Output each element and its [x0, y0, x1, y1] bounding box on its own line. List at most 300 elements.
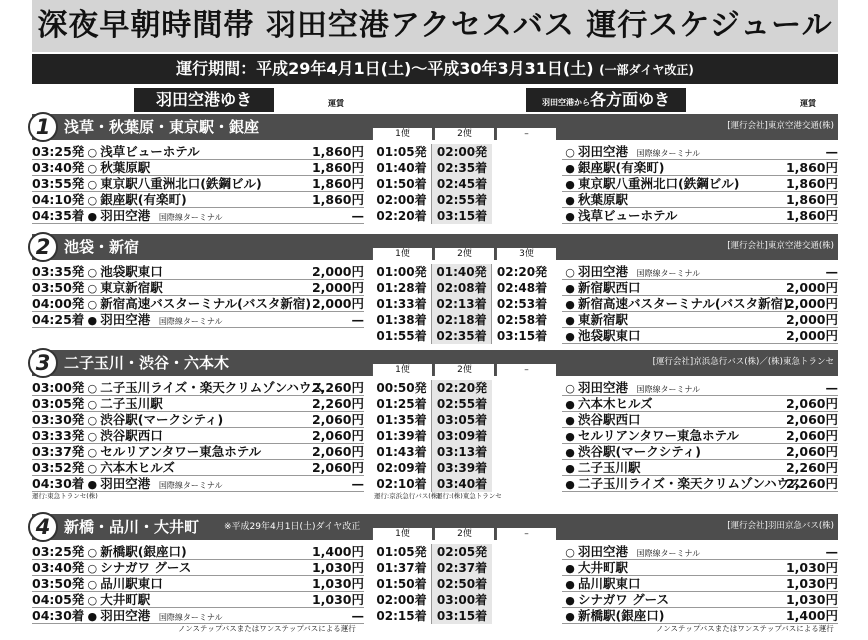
- fare-value: 1,030円: [311, 576, 364, 591]
- stop-name: 渋谷駅西口: [578, 412, 641, 427]
- stop-name: 東新宿駅: [578, 312, 629, 327]
- from-haneda-header: [526, 88, 686, 112]
- route-name: 二子玉川・渋谷・六本木: [64, 354, 230, 372]
- time-cell: 02:20発: [492, 264, 552, 280]
- stop-marker-icon: ●: [565, 478, 575, 491]
- fare-value: 2,260円: [311, 380, 364, 395]
- time-cell: 02:48着: [492, 280, 552, 296]
- time-row: [372, 476, 554, 492]
- stop-name: 新宿高速バスターミナル(バスタ新宿): [100, 296, 312, 311]
- fare-value: 2,260円: [785, 460, 838, 475]
- fare-value: 2,000円: [785, 280, 838, 295]
- time-cell: 01:33着: [372, 296, 432, 312]
- stop-name: 池袋駅東口: [100, 264, 163, 279]
- right-stop-row: [562, 560, 838, 576]
- left-stop-row: [32, 296, 364, 312]
- right-stop-row: [562, 396, 838, 412]
- nonstop-note: ノンステップバスまたはワンステップバスによる運行: [656, 624, 834, 633]
- terminal-label: 国際線ターミナル: [156, 481, 223, 490]
- time-cell: 03:13着: [432, 444, 492, 460]
- time-cell: 03:09着: [432, 428, 492, 444]
- stop-marker-icon: ○: [87, 382, 98, 395]
- left-stop-row: [32, 312, 364, 328]
- right-stop-row: [562, 176, 838, 192]
- stop-name: 大井町駅: [100, 592, 151, 607]
- fare-value: 2,000円: [311, 280, 364, 295]
- departure-time: 03:05発: [32, 396, 85, 411]
- time-cell: 02:50着: [432, 576, 492, 592]
- bus-number-header: –: [496, 128, 556, 140]
- right-stop-row: [562, 428, 838, 444]
- bus-number-header: 2便: [434, 248, 494, 260]
- fare-value: 1,030円: [785, 592, 838, 607]
- time-cell: 02:55着: [432, 192, 492, 208]
- nonstop-note: ノンステップバスまたはワンステップバスによる運行: [178, 624, 356, 633]
- time-cell: 02:35着: [432, 328, 492, 344]
- stop-name: 二子玉川ライズ・楽天クリムゾンハウス: [578, 476, 802, 491]
- stop-name: 羽田空港: [578, 544, 629, 559]
- operator-sub-note: 運行:東急トランセ(株): [32, 492, 98, 500]
- bus-number-header: 3便: [496, 248, 556, 260]
- departure-time: 04:35着: [32, 208, 85, 223]
- left-stop-row: [32, 264, 364, 280]
- time-cell: 02:00発: [432, 144, 492, 160]
- stop-marker-icon: ●: [565, 210, 575, 223]
- stop-name: 二子玉川駅: [578, 460, 641, 475]
- stop-name: 新宿駅西口: [578, 280, 641, 295]
- route-number-badge: 1: [28, 112, 58, 142]
- time-row: [372, 264, 554, 280]
- left-stop-row: [32, 444, 364, 460]
- stop-name: 浅草ビューホテル: [100, 144, 200, 159]
- fare-value: 2,060円: [311, 428, 364, 443]
- time-cell: 02:00着: [372, 592, 432, 608]
- left-stop-row: [32, 608, 364, 624]
- fare-value: —: [825, 380, 838, 395]
- time-cell: 01:25着: [372, 396, 432, 412]
- terminal-label: 国際線ターミナル: [156, 613, 223, 622]
- stop-name: シナガワ グース: [100, 560, 192, 575]
- stop-marker-icon: ○: [87, 594, 98, 607]
- time-row: [372, 176, 554, 192]
- route-name: 新橋・品川・大井町: [64, 518, 200, 536]
- right-stop-row: [562, 380, 838, 396]
- fare-value: —: [825, 264, 838, 279]
- operator-sub-note: 運行:京浜急行バス(株): [374, 492, 440, 500]
- section-header: [32, 514, 838, 540]
- time-row: [372, 144, 554, 160]
- time-cell: 01:40着: [372, 160, 432, 176]
- bus-number-header: 2便: [434, 528, 494, 540]
- departure-time: 03:52発: [32, 460, 85, 475]
- time-cell: 03:39着: [432, 460, 492, 476]
- stop-name: 二子玉川駅: [100, 396, 163, 411]
- stop-name: 羽田空港: [100, 312, 151, 327]
- time-row: [372, 576, 554, 592]
- stop-marker-icon: ●: [565, 330, 575, 343]
- stop-name: 浅草ビューホテル: [578, 208, 678, 223]
- time-cell: 01:35着: [372, 412, 432, 428]
- section-header: [32, 114, 838, 140]
- section-header: [32, 234, 838, 260]
- stop-name: 羽田空港: [100, 608, 151, 623]
- route-name: 浅草・秋葉原・東京駅・銀座: [64, 118, 260, 136]
- departure-time: 03:00発: [32, 380, 85, 395]
- fare-value: 1,030円: [311, 560, 364, 575]
- route-number-badge: 2: [28, 232, 58, 262]
- revision-note: ※平成29年4月1日(土)ダイヤ改正: [224, 522, 361, 532]
- time-cell: 02:18着: [432, 312, 492, 328]
- departure-time: 04:25着: [32, 312, 85, 327]
- departure-time: 03:30発: [32, 412, 85, 427]
- fare-value: 2,060円: [785, 428, 838, 443]
- fare-value: 1,860円: [785, 192, 838, 207]
- fare-value: 1,860円: [311, 176, 364, 191]
- right-stop-row: [562, 264, 838, 280]
- operation-period: [32, 54, 838, 84]
- time-cell: 02:35着: [432, 160, 492, 176]
- to-haneda-header: 羽田空港ゆき: [134, 88, 274, 112]
- departure-time: 03:50発: [32, 576, 85, 591]
- stop-marker-icon: ○: [87, 546, 98, 559]
- fare-value: 1,400円: [785, 608, 838, 623]
- stop-marker-icon: ●: [565, 578, 575, 591]
- fare-value: —: [825, 544, 838, 559]
- stop-name: 東京駅八重洲北口(鉄鋼ビル): [100, 176, 262, 191]
- departure-time: 03:25発: [32, 144, 85, 159]
- stop-name: 羽田空港: [578, 144, 629, 159]
- terminal-label: 国際線ターミナル: [634, 269, 701, 278]
- from-haneda-label: 各方面ゆき: [589, 90, 670, 109]
- left-stop-row: [32, 144, 364, 160]
- time-cell: 01:43着: [372, 444, 432, 460]
- departure-time: 04:10発: [32, 192, 85, 207]
- fare-value: 2,060円: [311, 412, 364, 427]
- stop-name: 渋谷駅(マークシティ): [100, 412, 224, 427]
- bus-number-header: 1便: [372, 128, 432, 140]
- stop-marker-icon: ●: [565, 446, 575, 459]
- time-row: [372, 312, 554, 328]
- fare-value: 2,060円: [785, 412, 838, 427]
- stop-name: 新橋駅(銀座口): [100, 544, 187, 559]
- fare-value: 1,860円: [311, 160, 364, 175]
- fare-value: 1,030円: [311, 592, 364, 607]
- stop-marker-icon: ●: [87, 314, 98, 327]
- stop-name: 新宿高速バスターミナル(バスタ新宿): [578, 296, 789, 311]
- fare-value: 2,260円: [311, 396, 364, 411]
- departure-time: 04:30着: [32, 608, 85, 623]
- bus-number-header: 1便: [372, 364, 432, 376]
- terminal-label: 国際線ターミナル: [634, 149, 701, 158]
- departure-time: 03:37発: [32, 444, 85, 459]
- stop-marker-icon: ○: [87, 298, 98, 311]
- departure-time: 04:00発: [32, 296, 85, 311]
- fare-value: 1,860円: [311, 192, 364, 207]
- fare-label-left: 運賃: [328, 99, 344, 108]
- time-cell: 02:10着: [372, 476, 432, 492]
- departure-time: 03:40発: [32, 160, 85, 175]
- departure-time: 03:35発: [32, 264, 85, 279]
- time-row: [372, 560, 554, 576]
- time-cell: 03:15着: [432, 608, 492, 624]
- time-row: [372, 608, 554, 624]
- from-haneda-prefix: 羽田空港から: [541, 98, 590, 107]
- terminal-label: 国際線ターミナル: [156, 317, 223, 326]
- time-row: [372, 192, 554, 208]
- time-cell: 01:00発: [372, 264, 432, 280]
- time-cell: 02:45着: [432, 176, 492, 192]
- departure-time: 03:50発: [32, 280, 85, 295]
- time-row: [372, 328, 554, 344]
- left-stop-row: [32, 460, 364, 476]
- operator-sub-note: 運行:(株)東急トランセ: [436, 492, 502, 500]
- stop-marker-icon: ●: [565, 610, 575, 623]
- bus-number-header: 2便: [434, 364, 494, 376]
- stop-marker-icon: ●: [87, 610, 98, 623]
- time-cell: 01:05発: [372, 144, 432, 160]
- stop-name: 新橋駅(銀座口): [578, 608, 665, 623]
- stop-marker-icon: ○: [87, 578, 98, 591]
- right-stop-row: [562, 328, 838, 344]
- stop-marker-icon: ○: [87, 446, 98, 459]
- time-cell: 02:00着: [372, 192, 432, 208]
- left-stop-row: [32, 280, 364, 296]
- fare-value: 2,000円: [311, 264, 364, 279]
- left-stop-row: [32, 544, 364, 560]
- left-stop-row: [32, 428, 364, 444]
- fare-value: 1,860円: [311, 144, 364, 159]
- time-cell: 01:37着: [372, 560, 432, 576]
- stop-name: 品川駅東口: [578, 576, 641, 591]
- right-stop-row: [562, 412, 838, 428]
- right-stop-row: [562, 144, 838, 160]
- stop-marker-icon: ●: [565, 594, 575, 607]
- stop-marker-icon: ○: [87, 430, 98, 443]
- stop-marker-icon: ●: [565, 298, 575, 311]
- operator-label: [運行会社]羽田京急バス(株): [727, 521, 834, 531]
- time-cell: 01:40発: [432, 264, 492, 280]
- departure-time: 03:25発: [32, 544, 85, 559]
- bus-number-header: 1便: [372, 248, 432, 260]
- time-cell: 02:08着: [432, 280, 492, 296]
- fare-label-right: 運賃: [800, 99, 816, 108]
- time-row: [372, 428, 554, 444]
- fare-value: 1,030円: [785, 560, 838, 575]
- time-cell: 02:55着: [432, 396, 492, 412]
- stop-marker-icon: ●: [565, 282, 575, 295]
- fare-value: 1,030円: [785, 576, 838, 591]
- left-stop-row: [32, 396, 364, 412]
- time-cell: 03:40着: [432, 476, 492, 492]
- left-stop-row: [32, 176, 364, 192]
- time-cell: 02:37着: [432, 560, 492, 576]
- stop-name: セルリアンタワー東急ホテル: [100, 444, 262, 459]
- time-cell: 01:38着: [372, 312, 432, 328]
- right-stop-row: [562, 576, 838, 592]
- time-cell: 03:05着: [432, 412, 492, 428]
- left-stop-row: [32, 560, 364, 576]
- period-note: (一部ダイヤ改正): [599, 63, 694, 77]
- stop-marker-icon: ○: [87, 282, 98, 295]
- fare-value: 2,000円: [311, 296, 364, 311]
- fare-value: —: [351, 476, 364, 491]
- time-cell: 03:00着: [432, 592, 492, 608]
- fare-value: 2,260円: [785, 476, 838, 491]
- stop-marker-icon: ○: [565, 146, 575, 159]
- time-row: [372, 412, 554, 428]
- time-row: [372, 544, 554, 560]
- right-stop-row: [562, 208, 838, 224]
- time-cell: 02:05発: [432, 544, 492, 560]
- fare-value: —: [825, 144, 838, 159]
- stop-marker-icon: ●: [565, 462, 575, 475]
- fare-value: 2,060円: [311, 444, 364, 459]
- fare-value: 2,000円: [785, 296, 838, 311]
- time-cell: 03:15着: [432, 208, 492, 224]
- fare-value: 2,000円: [785, 312, 838, 327]
- fare-value: —: [351, 608, 364, 623]
- time-cell: 01:55着: [372, 328, 432, 344]
- right-stop-row: [562, 312, 838, 328]
- stop-marker-icon: ●: [565, 562, 575, 575]
- time-row: [372, 208, 554, 224]
- time-cell: 02:13着: [432, 296, 492, 312]
- stop-marker-icon: ●: [565, 162, 575, 175]
- operator-label: [運行会社]東京空港交通(株): [727, 121, 834, 131]
- stop-marker-icon: ○: [565, 546, 575, 559]
- time-row: [372, 160, 554, 176]
- stop-marker-icon: ○: [87, 162, 98, 175]
- stop-name: セルリアンタワー東急ホテル: [578, 428, 739, 443]
- stop-name: 秋葉原駅: [578, 192, 629, 207]
- stop-marker-icon: ●: [565, 430, 575, 443]
- stop-marker-icon: ●: [565, 194, 575, 207]
- route-number-badge: 3: [28, 348, 58, 378]
- time-cell: 02:09着: [372, 460, 432, 476]
- stop-marker-icon: ○: [87, 462, 98, 475]
- fare-value: —: [351, 312, 364, 327]
- operator-label: [運行会社]京浜急行バス(株)／(株)東急トランセ: [652, 357, 834, 367]
- time-cell: 00:50発: [372, 380, 432, 396]
- stop-name: 池袋駅東口: [578, 328, 641, 343]
- time-cell: 02:58着: [492, 312, 552, 328]
- stop-name: 品川駅東口: [100, 576, 163, 591]
- fare-value: 1,860円: [785, 176, 838, 191]
- stop-marker-icon: ○: [87, 146, 98, 159]
- stop-name: 銀座駅(有楽町): [578, 160, 665, 175]
- time-cell: 03:15着: [492, 328, 552, 344]
- stop-name: 六本木ヒルズ: [578, 396, 653, 411]
- stop-marker-icon: ○: [87, 178, 98, 191]
- stop-marker-icon: ○: [87, 562, 98, 575]
- departure-time: 04:30着: [32, 476, 85, 491]
- right-stop-row: [562, 192, 838, 208]
- stop-name: 羽田空港: [578, 380, 629, 395]
- stop-name: 羽田空港: [100, 208, 151, 223]
- stop-marker-icon: ○: [565, 266, 575, 279]
- right-stop-row: [562, 544, 838, 560]
- time-cell: 01:39着: [372, 428, 432, 444]
- page-title: 深夜早朝時間帯 羽田空港アクセスバス 運行スケジュール: [32, 0, 838, 52]
- stop-marker-icon: ●: [87, 478, 98, 491]
- left-stop-row: [32, 208, 364, 224]
- right-stop-row: [562, 280, 838, 296]
- fare-value: 1,400円: [311, 544, 364, 559]
- stop-name: 秋葉原駅: [100, 160, 151, 175]
- time-cell: 02:20発: [432, 380, 492, 396]
- stop-marker-icon: ○: [87, 398, 98, 411]
- left-stop-row: [32, 160, 364, 176]
- fare-value: —: [351, 208, 364, 223]
- stop-name: シナガワ グース: [578, 592, 669, 607]
- section-header: [32, 350, 838, 376]
- time-row: [372, 380, 554, 396]
- bus-number-header: –: [496, 364, 556, 376]
- time-row: [372, 460, 554, 476]
- bus-number-header: 1便: [372, 528, 432, 540]
- stop-name: 渋谷駅(マークシティ): [578, 444, 701, 459]
- departure-time: 04:05発: [32, 592, 85, 607]
- left-stop-row: [32, 592, 364, 608]
- route-name: 池袋・新宿: [64, 238, 140, 256]
- right-stop-row: [562, 444, 838, 460]
- time-cell: 01:50着: [372, 576, 432, 592]
- time-cell: 02:53着: [492, 296, 552, 312]
- time-cell: 02:15着: [372, 608, 432, 624]
- stop-name: 大井町駅: [578, 560, 629, 575]
- terminal-label: 国際線ターミナル: [634, 549, 701, 558]
- stop-name: 六本木ヒルズ: [100, 460, 175, 475]
- right-stop-row: [562, 160, 838, 176]
- stop-name: 東京駅八重洲北口(鉄鋼ビル): [578, 176, 740, 191]
- time-row: [372, 296, 554, 312]
- stop-marker-icon: ○: [87, 266, 98, 279]
- stop-marker-icon: ●: [565, 314, 575, 327]
- stop-marker-icon: ●: [565, 414, 575, 427]
- time-row: [372, 280, 554, 296]
- right-stop-row: [562, 296, 838, 312]
- bus-number-header: 2便: [434, 128, 494, 140]
- stop-name: 渋谷駅西口: [100, 428, 163, 443]
- departure-time: 03:40発: [32, 560, 85, 575]
- fare-value: 2,000円: [785, 328, 838, 343]
- right-stop-row: [562, 460, 838, 476]
- stop-marker-icon: ○: [87, 194, 98, 207]
- operator-label: [運行会社]東京空港交通(株): [727, 241, 834, 251]
- time-row: [372, 444, 554, 460]
- stop-marker-icon: ○: [565, 382, 575, 395]
- left-stop-row: [32, 576, 364, 592]
- stop-name: 羽田空港: [100, 476, 151, 491]
- left-stop-row: [32, 476, 364, 492]
- left-stop-row: [32, 192, 364, 208]
- right-stop-row: [562, 476, 838, 492]
- time-cell: 01:28着: [372, 280, 432, 296]
- left-stop-row: [32, 380, 364, 396]
- bus-number-header: –: [496, 528, 556, 540]
- time-cell: 01:05発: [372, 544, 432, 560]
- terminal-label: 国際線ターミナル: [634, 385, 701, 394]
- fare-value: 2,060円: [785, 396, 838, 411]
- time-row: [372, 592, 554, 608]
- stop-name: 銀座駅(有楽町): [100, 192, 187, 207]
- fare-value: 2,060円: [311, 460, 364, 475]
- stop-marker-icon: ●: [87, 210, 98, 223]
- departure-time: 03:55発: [32, 176, 85, 191]
- left-stop-row: [32, 412, 364, 428]
- right-stop-row: [562, 592, 838, 608]
- period-text: 運行期間：平成29年4月1日(土)～平成30年3月31日(土): [176, 59, 594, 78]
